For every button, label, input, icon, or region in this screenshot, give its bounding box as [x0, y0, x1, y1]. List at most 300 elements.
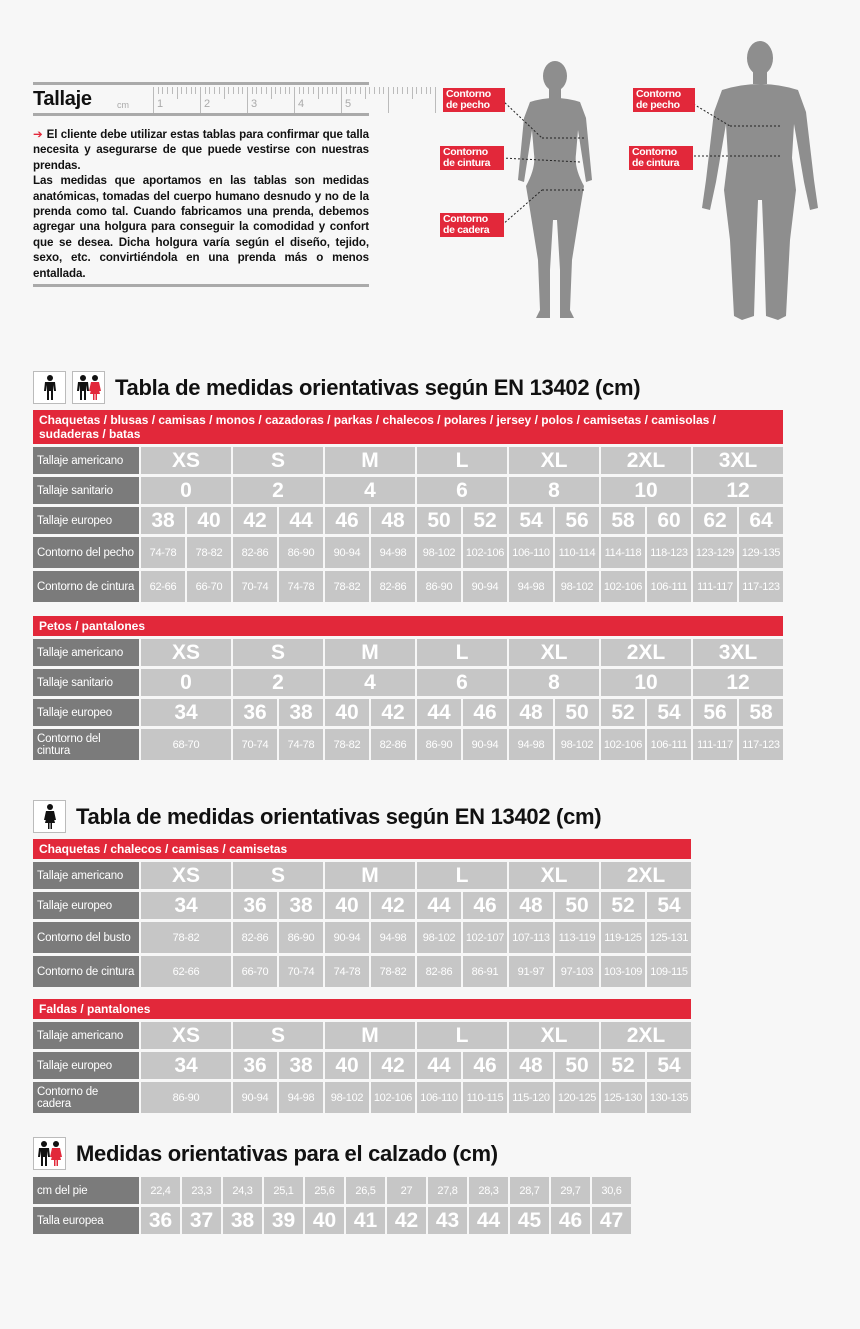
ruler-tick — [271, 87, 272, 99]
couple-icon — [33, 1137, 66, 1170]
table-cell: S — [233, 862, 323, 889]
table-cell: 25,1 — [264, 1177, 303, 1204]
row-label: Tallaje europeo — [33, 699, 139, 726]
table-cell: 102-106 — [601, 729, 645, 760]
category-header: Faldas / pantalones — [33, 999, 691, 1019]
table-cell: 94-98 — [509, 729, 553, 760]
table-cell: 82-86 — [371, 729, 415, 760]
table-cell: 2 — [233, 669, 323, 696]
table-cell: 125-130 — [601, 1082, 645, 1113]
table-cell: 94-98 — [509, 571, 553, 602]
table-cell: 26,5 — [346, 1177, 385, 1204]
page-title: Tallaje — [33, 87, 92, 110]
table-cell: 118-123 — [647, 537, 691, 568]
table-cell: 42 — [233, 507, 277, 534]
table-cell: 103-109 — [601, 956, 645, 987]
ruler-mark: 4 — [298, 98, 305, 110]
table-cell: 34 — [141, 1052, 231, 1079]
table-row — [33, 1052, 691, 1079]
ruler-tick — [303, 87, 304, 94]
table-cell: 94-98 — [371, 922, 415, 953]
table-cell: 62-66 — [141, 571, 185, 602]
ruler-tick — [205, 87, 206, 94]
table-cell: L — [417, 862, 507, 889]
ruler-tick — [294, 87, 295, 113]
table-cell: 113-119 — [555, 922, 599, 953]
ruler-tick — [299, 87, 300, 94]
callout-label: Contorno de cintura — [443, 146, 491, 169]
ruler-tick — [219, 87, 220, 94]
table-cell: 97-103 — [555, 956, 599, 987]
ruler-tick — [421, 87, 422, 94]
ruler-mark: 1 — [157, 98, 164, 110]
ruler-tick — [242, 87, 243, 94]
table-cell: 62-66 — [141, 956, 231, 987]
table-cell: 34 — [141, 892, 231, 919]
table-cell: 40 — [325, 699, 369, 726]
table-cell: 52 — [601, 699, 645, 726]
table-cell: 78-82 — [187, 537, 231, 568]
table-cell: 45 — [510, 1207, 549, 1234]
size-grid — [31, 996, 693, 1116]
table-cell: XL — [509, 639, 599, 666]
table-cell: 44 — [279, 507, 323, 534]
ruler-tick — [402, 87, 403, 94]
table-cell: 107-113 — [509, 922, 553, 953]
table-row — [33, 477, 783, 504]
row-label: Talla europea — [33, 1207, 139, 1234]
table-cell: 102-106 — [371, 1082, 415, 1113]
table-cell: 74-78 — [279, 729, 323, 760]
table-cell: S — [233, 1022, 323, 1049]
table-cell: 0 — [141, 669, 231, 696]
table-cell: 25,6 — [305, 1177, 344, 1204]
row-label: Tallaje sanitario — [33, 669, 139, 696]
table-cell: 98-102 — [417, 537, 461, 568]
table-cell: 39 — [264, 1207, 303, 1234]
row-label: Tallaje europeo — [33, 1052, 139, 1079]
table-cell: 46 — [463, 892, 507, 919]
ruler-tick — [318, 87, 319, 99]
table-cell: 86-90 — [279, 922, 323, 953]
table-cell: 40 — [325, 1052, 369, 1079]
table-cell: 22,4 — [141, 1177, 180, 1204]
callout-label: Contorno de pecho — [636, 88, 681, 111]
table-cell: 2XL — [601, 447, 691, 474]
size-table — [33, 836, 693, 990]
table-cell: 78-82 — [141, 922, 231, 953]
ruler-tick — [209, 87, 210, 94]
table-row — [33, 862, 691, 889]
table-cell: 91-97 — [509, 956, 553, 987]
ruler-tick — [195, 87, 196, 94]
table-cell: 66-70 — [187, 571, 231, 602]
table-row — [33, 1177, 631, 1204]
callout-woman-waist — [440, 146, 504, 170]
section-heading: Tabla de medidas orientativas según EN 13402 (cm) — [76, 803, 602, 829]
table-row — [33, 1082, 691, 1113]
table-cell: 64 — [739, 507, 783, 534]
table-cell: 125-131 — [647, 922, 691, 953]
table-cell: 123-129 — [693, 537, 737, 568]
table-cell: 90-94 — [463, 729, 507, 760]
table-cell: 120-125 — [555, 1082, 599, 1113]
ruler-tick — [238, 87, 239, 94]
ruler-tick — [158, 87, 159, 94]
table-cell: 70-74 — [279, 956, 323, 987]
callout-label: Contorno de cintura — [632, 146, 680, 169]
table-cell: 6 — [417, 669, 507, 696]
ruler-mark: 3 — [251, 98, 258, 110]
ruler-unit: cm — [117, 100, 129, 110]
table-cell: 50 — [555, 1052, 599, 1079]
table-cell: M — [325, 1022, 415, 1049]
table-cell: 27,8 — [428, 1177, 467, 1204]
table-cell: 2XL — [601, 1022, 691, 1049]
ruler-tick — [336, 87, 337, 94]
table-cell: 29,7 — [551, 1177, 590, 1204]
table-cell: 24,3 — [223, 1177, 262, 1204]
couple-icon — [72, 371, 105, 404]
ruler-tick — [416, 87, 417, 94]
table-cell: 27 — [387, 1177, 426, 1204]
table-cell: 82-86 — [233, 537, 277, 568]
table-cell: L — [417, 1022, 507, 1049]
ruler-tick — [341, 87, 342, 113]
ruler-tick — [167, 87, 168, 94]
table-cell: 86-90 — [279, 537, 323, 568]
table-cell: 43 — [428, 1207, 467, 1234]
category-header: Chaquetas / blusas / camisas / monos / cazadoras / parkas / chalecos / polares / jersey / polos / camisetas / camisolas / sudaderas / batas — [33, 410, 783, 444]
row-label: Tallaje europeo — [33, 892, 139, 919]
table-cell: 48 — [509, 892, 553, 919]
row-label: Contorno de cintura — [33, 956, 139, 987]
callout-woman-chest — [443, 88, 505, 112]
table-cell: 38 — [279, 1052, 323, 1079]
table-row — [33, 537, 783, 568]
table-cell: 8 — [509, 669, 599, 696]
table-cell: 106-111 — [647, 729, 691, 760]
table-cell: 38 — [279, 699, 323, 726]
table-cell: S — [233, 639, 323, 666]
table-cell: 114-118 — [601, 537, 645, 568]
table-cell: 70-74 — [233, 729, 277, 760]
category-header: Chaquetas / chalecos / camisas / camisetas — [33, 839, 691, 859]
table-cell: 40 — [305, 1207, 344, 1234]
ruler-tick — [247, 87, 248, 113]
table-cell: 37 — [182, 1207, 221, 1234]
table-cell: 44 — [417, 1052, 461, 1079]
intro-header — [33, 82, 369, 116]
ruler-tick — [397, 87, 398, 94]
ruler-tick — [407, 87, 408, 94]
table-cell: 94-98 — [371, 537, 415, 568]
ruler-tick — [186, 87, 187, 94]
table-cell: 54 — [647, 1052, 691, 1079]
table-cell: 111-117 — [693, 729, 737, 760]
ruler-tick — [181, 87, 182, 94]
ruler-tick — [261, 87, 262, 94]
ruler-tick — [224, 87, 225, 99]
table-cell: 10 — [601, 477, 691, 504]
table-cell: 106-110 — [417, 1082, 461, 1113]
table-cell: 42 — [371, 699, 415, 726]
ruler-tick — [285, 87, 286, 94]
table-cell: 102-106 — [601, 571, 645, 602]
table-cell: 48 — [509, 699, 553, 726]
ruler-tick — [360, 87, 361, 94]
table-cell: M — [325, 639, 415, 666]
ruler-tick — [374, 87, 375, 94]
table-cell: 52 — [601, 1052, 645, 1079]
table-cell: 106-111 — [647, 571, 691, 602]
row-label: Tallaje americano — [33, 447, 139, 474]
table-cell: S — [233, 447, 323, 474]
table-cell: 82-86 — [371, 571, 415, 602]
table-cell: XL — [509, 447, 599, 474]
category-header: Petos / pantalones — [33, 616, 783, 636]
table-row — [33, 729, 783, 760]
table-cell: 10 — [601, 669, 691, 696]
table-cell: 70-74 — [233, 571, 277, 602]
divider — [33, 284, 369, 287]
table-cell: 30,6 — [592, 1177, 631, 1204]
ruler-tick — [383, 87, 384, 94]
ruler-tick — [233, 87, 234, 94]
ruler-tick — [191, 87, 192, 94]
row-label: Tallaje americano — [33, 1022, 139, 1049]
ruler-tick — [426, 87, 427, 94]
table-cell: 82-86 — [233, 922, 277, 953]
table-cell: 38 — [223, 1207, 262, 1234]
table-cell: 12 — [693, 477, 783, 504]
table-cell: 90-94 — [233, 1082, 277, 1113]
table-row — [33, 892, 691, 919]
callout-label: Contorno de pecho — [446, 88, 491, 111]
table-cell: 8 — [509, 477, 599, 504]
table-cell: 60 — [647, 507, 691, 534]
table-cell: 4 — [325, 669, 415, 696]
table-cell: 82-86 — [417, 956, 461, 987]
table-cell: 110-115 — [463, 1082, 507, 1113]
table-cell: 102-107 — [463, 922, 507, 953]
table-cell: 2 — [233, 477, 323, 504]
table-row — [33, 1207, 631, 1234]
table-cell: 110-114 — [555, 537, 599, 568]
table-cell: 36 — [233, 699, 277, 726]
table-cell: 28,3 — [469, 1177, 508, 1204]
size-grid — [31, 407, 785, 605]
table-cell: 62 — [693, 507, 737, 534]
table-cell: 90-94 — [325, 537, 369, 568]
table-cell: M — [325, 862, 415, 889]
table-cell: 66-70 — [233, 956, 277, 987]
table-cell: 86-90 — [417, 571, 461, 602]
table-row — [33, 507, 783, 534]
ruler-tick — [228, 87, 229, 94]
table-cell: 41 — [346, 1207, 385, 1234]
table-cell: 109-115 — [647, 956, 691, 987]
table-cell: 36 — [233, 1052, 277, 1079]
table-cell: 0 — [141, 477, 231, 504]
table-cell: 98-102 — [555, 571, 599, 602]
man-icon — [33, 371, 66, 404]
table-cell: 119-125 — [601, 922, 645, 953]
ruler-mark: 2 — [204, 98, 211, 110]
table-row — [33, 447, 783, 474]
row-label: Tallaje americano — [33, 862, 139, 889]
size-grid — [31, 613, 785, 763]
table-cell: 40 — [187, 507, 231, 534]
table-cell: 46 — [551, 1207, 590, 1234]
size-table — [33, 996, 693, 1116]
table-cell: 4 — [325, 477, 415, 504]
table-cell: 44 — [469, 1207, 508, 1234]
ruler-tick — [266, 87, 267, 94]
section-heading: Medidas orientativas para el calzado (cm) — [76, 1140, 498, 1166]
shoe-table — [33, 1174, 633, 1237]
table-cell: 129-135 — [739, 537, 783, 568]
table-cell: 2XL — [601, 639, 691, 666]
row-label: Contorno de cadera — [33, 1082, 139, 1113]
table-cell: 98-102 — [417, 922, 461, 953]
table-cell: 130-135 — [647, 1082, 691, 1113]
ruler-tick — [412, 87, 413, 99]
table-cell: 50 — [555, 699, 599, 726]
section2-title — [33, 800, 601, 833]
table-cell: 115-120 — [509, 1082, 553, 1113]
shoe-grid — [31, 1174, 633, 1237]
table-cell: XS — [141, 1022, 231, 1049]
table-cell: XL — [509, 1022, 599, 1049]
table-cell: XS — [141, 862, 231, 889]
ruler-tick — [379, 87, 380, 94]
row-label: Tallaje sanitario — [33, 477, 139, 504]
table-cell: 12 — [693, 669, 783, 696]
row-label: Contorno del busto — [33, 922, 139, 953]
table-row — [33, 669, 783, 696]
intro-lead: El cliente debe utilizar estas tablas para confirmar que talla necesita y asegurarse de que puede vestirse con nuestras prendas. — [33, 128, 369, 172]
table-cell: XL — [509, 862, 599, 889]
table-cell: 44 — [417, 892, 461, 919]
table-cell: 42 — [387, 1207, 426, 1234]
ruler-tick — [177, 87, 178, 99]
table-cell: XS — [141, 447, 231, 474]
table-cell: 68-70 — [141, 729, 231, 760]
ruler-mark: 5 — [345, 98, 352, 110]
intro-body: Las medidas que aportamos en las tablas son medidas anatómicas, tomadas del cuerpo humano desnudo y no de la prenda como tal. Cuando fabricamos una prenda, debemos agregar una holgura para conseguir la comodidad y confort que se desea. Dicha holgura varía según el diseño, tejido, sexo, etc. convirtiéndola en una prenda más o menos entallada. — [33, 174, 369, 280]
table-row — [33, 1022, 691, 1049]
table-cell: 86-90 — [417, 729, 461, 760]
table-cell: 117-123 — [739, 571, 783, 602]
ruler-tick — [332, 87, 333, 94]
table-cell: 78-82 — [325, 571, 369, 602]
ruler-tick — [153, 87, 154, 113]
table-cell: 6 — [417, 477, 507, 504]
table-cell: 54 — [647, 699, 691, 726]
table-cell: L — [417, 447, 507, 474]
table-cell: 98-102 — [555, 729, 599, 760]
table-row — [33, 699, 783, 726]
section1-title — [33, 371, 640, 404]
table-cell: 78-82 — [371, 956, 415, 987]
ruler-tick — [388, 87, 389, 113]
table-cell: 98-102 — [325, 1082, 369, 1113]
row-label: cm del pie — [33, 1177, 139, 1204]
ruler-tick — [252, 87, 253, 94]
ruler-tick — [289, 87, 290, 94]
callout-man-chest — [633, 88, 695, 112]
table-cell: 50 — [417, 507, 461, 534]
ruler-tick — [322, 87, 323, 94]
table-row — [33, 639, 783, 666]
ruler-tick — [214, 87, 215, 94]
ruler-graphic — [115, 87, 369, 113]
ruler-tick — [393, 87, 394, 94]
ruler-tick — [280, 87, 281, 94]
table-cell: 46 — [463, 1052, 507, 1079]
table-cell: 52 — [463, 507, 507, 534]
section3-title — [33, 1137, 498, 1170]
ruler-tick — [346, 87, 347, 94]
ruler-tick — [200, 87, 201, 113]
ruler-tick — [350, 87, 351, 94]
ruler-tick — [162, 87, 163, 94]
table-cell: 86-90 — [141, 1082, 231, 1113]
table-cell: 94-98 — [279, 1082, 323, 1113]
table-cell: 42 — [371, 892, 415, 919]
table-cell: 23,3 — [182, 1177, 221, 1204]
table-cell: 42 — [371, 1052, 415, 1079]
table-cell: M — [325, 447, 415, 474]
table-cell: 90-94 — [325, 922, 369, 953]
table-cell: 46 — [325, 507, 369, 534]
table-cell: 56 — [693, 699, 737, 726]
size-table — [33, 613, 785, 763]
ruler-tick — [365, 87, 366, 99]
table-cell: 36 — [141, 1207, 180, 1234]
ruler-tick — [308, 87, 309, 94]
table-cell: 28,7 — [510, 1177, 549, 1204]
table-cell: 117-123 — [739, 729, 783, 760]
ruler-tick — [327, 87, 328, 94]
table-cell: 58 — [601, 507, 645, 534]
table-cell: 56 — [555, 507, 599, 534]
ruler-tick — [355, 87, 356, 94]
table-cell: 47 — [592, 1207, 631, 1234]
ruler-tick — [256, 87, 257, 94]
callout-label: Contorno de cadera — [443, 213, 490, 236]
callout-woman-hip — [440, 213, 504, 237]
table-cell: 2XL — [601, 862, 691, 889]
table-cell: 54 — [647, 892, 691, 919]
table-cell: 90-94 — [463, 571, 507, 602]
row-label: Contorno del cintura — [33, 729, 139, 760]
table-cell: 48 — [371, 507, 415, 534]
size-grid — [31, 836, 693, 990]
table-cell: 34 — [141, 699, 231, 726]
table-cell: 48 — [509, 1052, 553, 1079]
row-label: Tallaje americano — [33, 639, 139, 666]
ruler-tick — [313, 87, 314, 94]
ruler-tick — [172, 87, 173, 94]
table-cell: 3XL — [693, 639, 783, 666]
table-cell: 46 — [463, 699, 507, 726]
table-cell: 36 — [233, 892, 277, 919]
row-label: Contorno del pecho — [33, 537, 139, 568]
table-cell: 38 — [141, 507, 185, 534]
table-cell: 44 — [417, 699, 461, 726]
